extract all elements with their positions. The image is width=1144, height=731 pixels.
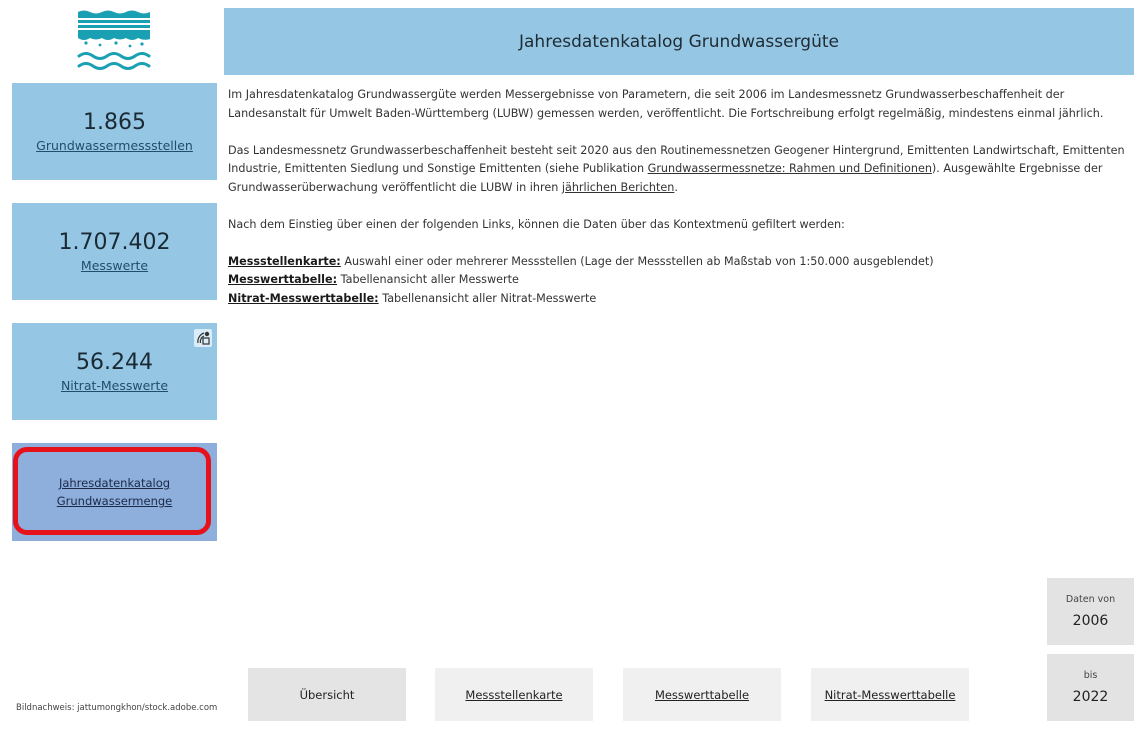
- nav-label: Messstellenkarte: [465, 687, 563, 702]
- date-to-value[interactable]: 2022: [1072, 689, 1109, 705]
- intro-text: [228, 86, 1133, 308]
- link-desc: Tabellenansicht aller Nitrat-Messwerte: [378, 291, 597, 305]
- nav-label: Messwerttabelle: [654, 687, 750, 702]
- date-to-label: bis: [1083, 670, 1098, 681]
- date-from-label: Daten von: [1065, 594, 1116, 605]
- link-tile-line2[interactable]: Grundwassermenge: [56, 494, 173, 508]
- logo: [76, 10, 152, 74]
- p2-text-b: ). Ausgewählte Ergebnisse der Grundwasserüberwachung veröffentlicht die LUBW in ihren: [228, 162, 1103, 194]
- nav-button-uebersicht[interactable]: [248, 668, 406, 721]
- link-messstellenkarte[interactable]: Messstellenkarte:: [228, 254, 341, 268]
- link-jaehrliche-berichte[interactable]: jährlichen Berichten: [561, 180, 675, 194]
- link-nitrat-messwerttabelle[interactable]: Nitrat-Messwerttabelle:: [228, 291, 379, 305]
- stat-tile-messstellen[interactable]: [12, 83, 217, 180]
- nav-label: Nitrat-Messwerttabelle: [824, 687, 956, 702]
- date-from-value[interactable]: 2006: [1072, 613, 1109, 629]
- stat-link-messwerte[interactable]: Messwerte: [80, 258, 149, 273]
- page-title-banner: [224, 8, 1134, 75]
- link-list-item: [228, 271, 1133, 290]
- image-credit: Bildnachweis: jattumongkhon/stock.adobe.com: [16, 703, 218, 713]
- intro-paragraph-2: [228, 142, 1133, 198]
- groundwater-logo-icon: [76, 10, 152, 74]
- stat-value: 56.244: [76, 350, 153, 375]
- link-tile-line1[interactable]: Jahresdatenkatalog: [58, 476, 171, 490]
- stat-link-nitrat[interactable]: Nitrat-Messwerte: [60, 378, 169, 393]
- stat-value: 1.707.402: [58, 230, 171, 255]
- nav-label: Übersicht: [299, 687, 355, 702]
- nav-button-nitrat-messwerttabelle[interactable]: [811, 668, 969, 721]
- nav-button-messwerttabelle[interactable]: [623, 668, 781, 721]
- p2-text-a: Das Landesmessnetz Grundwasserbeschaffenheit besteht seit 2020 aus den Routinemessnetzen Geogener Hintergrund, Emittenten Landwirtschaft, Emittenten Industrie, Emittenten Siedlung und Sonstige Emittenten (siehe Publikation: [228, 143, 1125, 175]
- link-tile-grundwassermenge[interactable]: [12, 443, 217, 541]
- date-from-filter[interactable]: [1047, 578, 1134, 645]
- stat-value: 1.865: [83, 110, 146, 135]
- date-to-filter[interactable]: [1047, 654, 1134, 721]
- visual-options-icon[interactable]: [194, 329, 212, 347]
- p2-text-c: .: [674, 180, 678, 194]
- link-grundwassermessnetze[interactable]: Grundwassermessnetze: Rahmen und Definitionen: [647, 162, 932, 175]
- stat-tile-nitrat[interactable]: [12, 323, 217, 420]
- stat-tile-messwerte[interactable]: [12, 203, 217, 300]
- nav-button-messstellenkarte[interactable]: [435, 668, 593, 721]
- link-desc: Auswahl einer oder mehrerer Messstellen (Lage der Messstellen ab Maßstab von 1:50.000 ausgeblendet): [340, 254, 934, 268]
- intro-paragraph-3: Nach dem Einstieg über einen der folgenden Links, können die Daten über das Kontextmenü gefiltert werden:: [228, 217, 845, 231]
- link-messwerttabelle[interactable]: Messwerttabelle:: [228, 273, 338, 286]
- intro-paragraph-1: Im Jahresdatenkatalog Grundwassergüte werden Messergebnisse von Parametern, die seit 2006 im Landesmessnetz Grundwasserbeschaffenheit der Landesanstalt für Umwelt Baden-Württemberg (LUBW) gemessen werden, veröffentlicht. Die Fortschreibung erfolgt regelmäßig, mindestens einmal jährlich.: [228, 88, 1104, 120]
- page-title: Jahresdatenkatalog Grundwassergüte: [519, 31, 839, 52]
- link-list-item: [228, 253, 1133, 272]
- stat-link-messstellen[interactable]: Grundwassermessstellen: [36, 138, 193, 153]
- link-desc: Tabellenansicht aller Messwerte: [337, 273, 519, 286]
- link-list: [228, 253, 1133, 309]
- link-list-item: [228, 290, 1133, 309]
